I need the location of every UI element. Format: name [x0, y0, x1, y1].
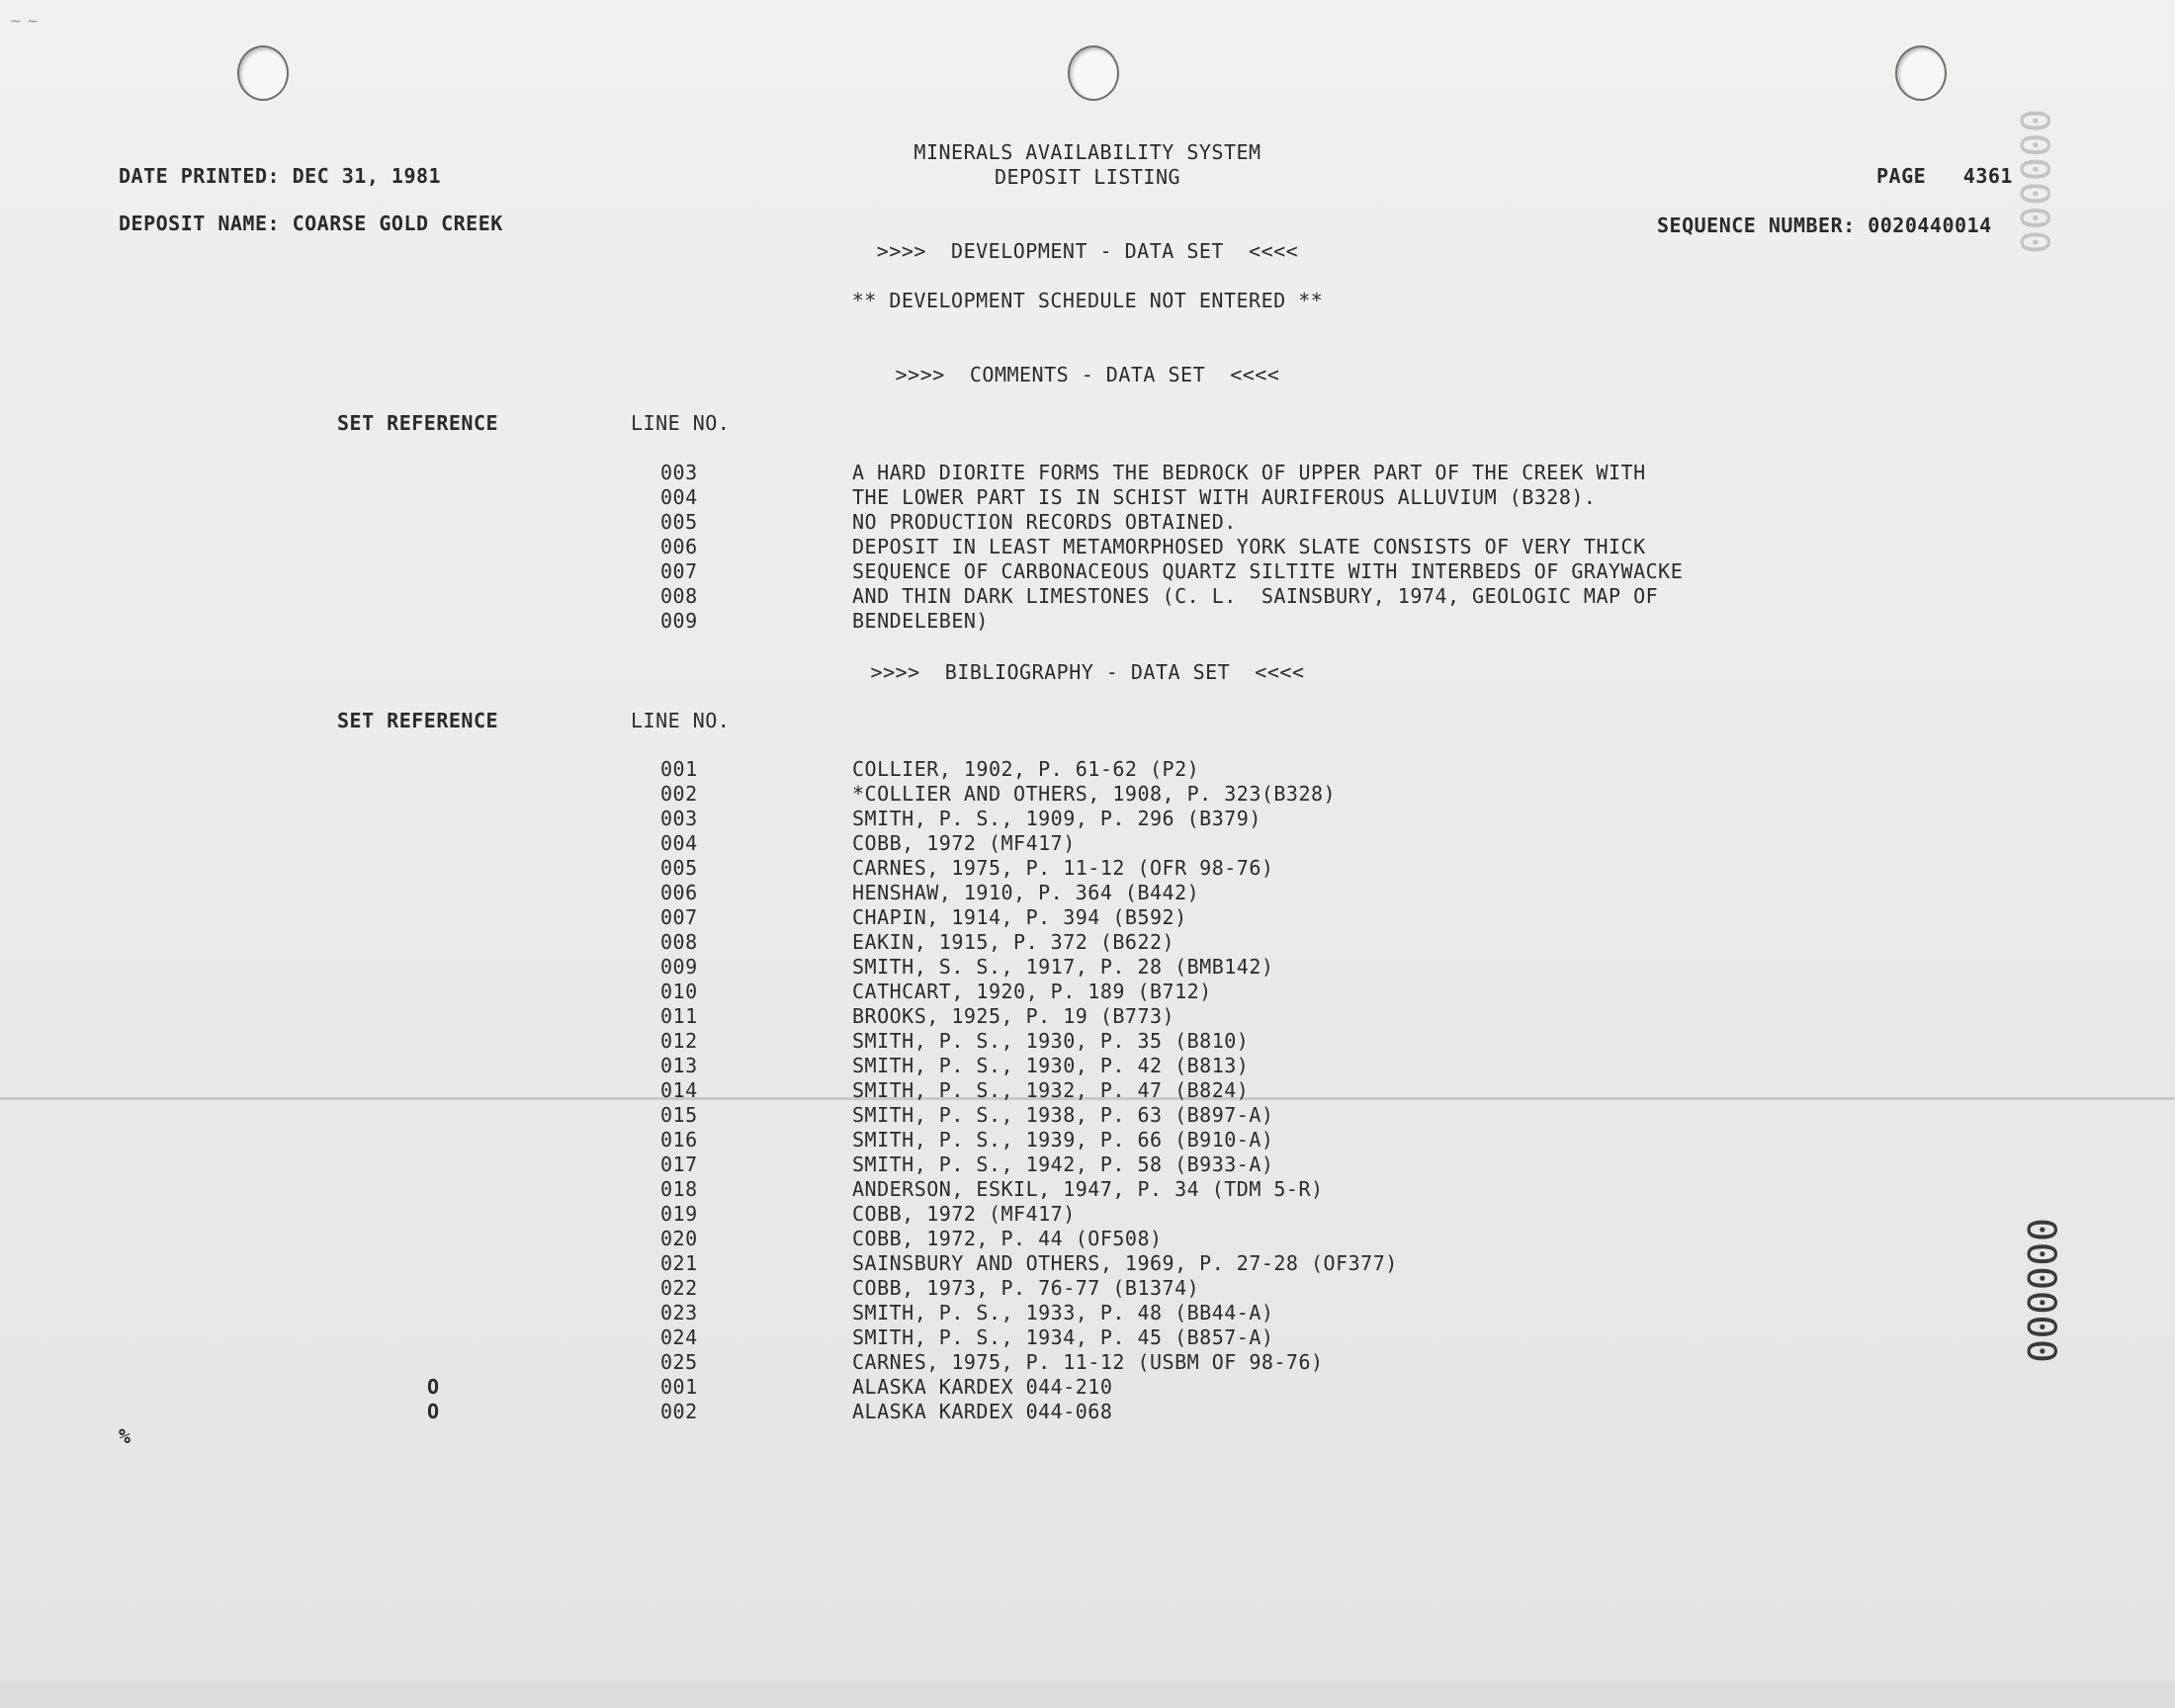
row-line-number: 010 — [660, 980, 698, 1003]
comments-section-title: >>>> COMMENTS - DATA SET <<<< — [895, 363, 1280, 386]
row-line-number: 005 — [660, 856, 698, 880]
comments-col-line-no: LINE NO. — [631, 411, 731, 435]
row-text: SEQUENCE OF CARBONACEOUS QUARTZ SILTITE WITH INTERBEDS OF GRAYWACKE — [852, 559, 1684, 583]
row-line-number: 006 — [660, 535, 698, 558]
row-text: SMITH, P. S., 1930, P. 42 (B813) — [852, 1054, 1250, 1077]
row-text: SMITH, S. S., 1917, P. 28 (BMB142) — [852, 955, 1274, 979]
table-row — [0, 559, 2175, 584]
table-row — [0, 980, 2175, 1004]
footer-percent-mark: % — [119, 1424, 131, 1448]
row-line-number: 004 — [660, 831, 698, 855]
bibliography-col-set-reference: SET REFERENCE — [337, 709, 499, 732]
deposit-name: DEPOSIT NAME: COARSE GOLD CREEK — [119, 212, 503, 235]
row-text: NO PRODUCTION RECORDS OBTAINED. — [852, 510, 1237, 534]
listing-title: DEPOSIT LISTING — [994, 165, 1181, 189]
table-row — [0, 881, 2175, 905]
table-row — [0, 782, 2175, 807]
row-text: SMITH, P. S., 1934, P. 45 (B857-A) — [852, 1325, 1274, 1349]
row-line-number: 003 — [660, 807, 698, 830]
row-text: COLLIER, 1902, P. 61-62 (P2) — [852, 757, 1200, 781]
row-text: SMITH, P. S., 1939, P. 66 (B910-A) — [852, 1128, 1274, 1152]
table-row — [0, 856, 2175, 881]
row-line-number: 024 — [660, 1325, 698, 1349]
table-row — [0, 1375, 2175, 1400]
row-line-number: 023 — [660, 1301, 698, 1324]
bibliography-section-title: >>>> BIBLIOGRAPHY - DATA SET <<<< — [870, 660, 1305, 684]
table-row — [0, 930, 2175, 955]
row-line-number: 009 — [660, 609, 698, 633]
table-row — [0, 1153, 2175, 1177]
table-row — [0, 1004, 2175, 1029]
row-line-number: 012 — [660, 1029, 698, 1053]
table-row — [0, 485, 2175, 510]
table-row — [0, 1251, 2175, 1276]
row-text: COBB, 1972 (MF417) — [852, 831, 1076, 855]
table-row — [0, 609, 2175, 634]
row-line-number: 001 — [660, 1375, 698, 1399]
margin-stamp-faint: 000000 — [2011, 109, 2056, 255]
row-line-number: 016 — [660, 1128, 698, 1152]
table-row — [0, 1202, 2175, 1227]
row-text: SMITH, P. S., 1938, P. 63 (B897-A) — [852, 1103, 1274, 1127]
row-text: A HARD DIORITE FORMS THE BEDROCK OF UPPER PART OF THE CREEK WITH — [852, 461, 1646, 484]
table-row — [0, 807, 2175, 831]
row-text: ALASKA KARDEX 044-068 — [852, 1400, 1113, 1423]
row-text: EAKIN, 1915, P. 372 (B622) — [852, 930, 1175, 954]
development-section-title: >>>> DEVELOPMENT - DATA SET <<<< — [876, 239, 1299, 263]
row-line-number: 011 — [660, 1004, 698, 1028]
table-row — [0, 1325, 2175, 1350]
table-row — [0, 831, 2175, 856]
table-row — [0, 1400, 2175, 1424]
row-text: ALASKA KARDEX 044-210 — [852, 1375, 1113, 1399]
row-text: CATHCART, 1920, P. 189 (B712) — [852, 980, 1212, 1003]
table-row — [0, 955, 2175, 980]
row-set-reference: O — [427, 1375, 440, 1399]
system-title: MINERALS AVAILABILITY SYSTEM — [914, 140, 1262, 164]
row-text: SMITH, P. S., 1932, P. 47 (B824) — [852, 1078, 1250, 1102]
development-note: ** DEVELOPMENT SCHEDULE NOT ENTERED ** — [851, 289, 1324, 312]
row-line-number: 004 — [660, 485, 698, 509]
row-text: COBB, 1972, P. 44 (OF508) — [852, 1227, 1163, 1250]
row-text: COBB, 1972 (MF417) — [852, 1202, 1076, 1226]
table-row — [0, 1301, 2175, 1325]
row-line-number: 006 — [660, 881, 698, 904]
table-row — [0, 1029, 2175, 1054]
corner-scribble: ~ ~ — [10, 14, 40, 30]
row-text: SMITH, P. S., 1942, P. 58 (B933-A) — [852, 1153, 1274, 1176]
row-line-number: 002 — [660, 782, 698, 806]
table-row — [0, 905, 2175, 930]
row-line-number: 008 — [660, 930, 698, 954]
table-row — [0, 757, 2175, 782]
row-line-number: 021 — [660, 1251, 698, 1275]
bibliography-col-line-no: LINE NO. — [631, 709, 731, 732]
comments-col-set-reference: SET REFERENCE — [337, 411, 499, 435]
row-line-number: 007 — [660, 559, 698, 583]
table-row — [0, 1227, 2175, 1251]
row-set-reference: O — [427, 1400, 440, 1423]
table-row — [0, 584, 2175, 609]
table-row — [0, 461, 2175, 485]
row-line-number: 019 — [660, 1202, 698, 1226]
row-text: SMITH, P. S., 1930, P. 35 (B810) — [852, 1029, 1250, 1053]
row-line-number: 015 — [660, 1103, 698, 1127]
row-line-number: 018 — [660, 1177, 698, 1201]
row-line-number: 008 — [660, 584, 698, 608]
row-text: DEPOSIT IN LEAST METAMORPHOSED YORK SLATE CONSISTS OF VERY THICK — [852, 535, 1646, 558]
sequence-number: SEQUENCE NUMBER: 0020440014 — [1657, 214, 1992, 237]
binder-hole-left — [237, 45, 289, 101]
row-text: SMITH, P. S., 1909, P. 296 (B379) — [852, 807, 1262, 830]
row-line-number: 003 — [660, 461, 698, 484]
binder-hole-center — [1068, 45, 1119, 101]
table-row — [0, 1078, 2175, 1103]
row-text: THE LOWER PART IS IN SCHIST WITH AURIFEROUS ALLUVIUM (B328). — [852, 485, 1597, 509]
row-line-number: 013 — [660, 1054, 698, 1077]
row-text: CARNES, 1975, P. 11-12 (OFR 98-76) — [852, 856, 1274, 880]
row-text: BENDELEBEN) — [852, 609, 989, 633]
row-text: ANDERSON, ESKIL, 1947, P. 34 (TDM 5-R) — [852, 1177, 1324, 1201]
row-line-number: 020 — [660, 1227, 698, 1250]
row-text: CHAPIN, 1914, P. 394 (B592) — [852, 905, 1187, 929]
margin-stamp: 000000 — [2018, 1218, 2063, 1364]
binder-hole-right — [1895, 45, 1947, 101]
table-row — [0, 1350, 2175, 1375]
row-line-number: 005 — [660, 510, 698, 534]
row-line-number: 002 — [660, 1400, 698, 1423]
row-text: *COLLIER AND OTHERS, 1908, P. 323(B328) — [852, 782, 1337, 806]
row-text: HENSHAW, 1910, P. 364 (B442) — [852, 881, 1200, 904]
table-row — [0, 535, 2175, 559]
row-text: COBB, 1973, P. 76-77 (B1374) — [852, 1276, 1200, 1300]
table-row — [0, 510, 2175, 535]
page-number: PAGE 4361 — [1876, 164, 2013, 188]
date-printed: DATE PRINTED: DEC 31, 1981 — [119, 164, 442, 188]
row-text: AND THIN DARK LIMESTONES (C. L. SAINSBURY, 1974, GEOLOGIC MAP OF — [852, 584, 1659, 608]
table-row — [0, 1103, 2175, 1128]
table-row — [0, 1177, 2175, 1202]
table-row — [0, 1276, 2175, 1301]
row-line-number: 017 — [660, 1153, 698, 1176]
row-text: BROOKS, 1925, P. 19 (B773) — [852, 1004, 1175, 1028]
table-row — [0, 1128, 2175, 1153]
row-line-number: 014 — [660, 1078, 698, 1102]
table-row — [0, 1054, 2175, 1078]
row-line-number: 009 — [660, 955, 698, 979]
row-text: SMITH, P. S., 1933, P. 48 (BB44-A) — [852, 1301, 1274, 1324]
row-line-number: 007 — [660, 905, 698, 929]
row-line-number: 025 — [660, 1350, 698, 1374]
row-line-number: 022 — [660, 1276, 698, 1300]
row-text: SAINSBURY AND OTHERS, 1969, P. 27-28 (OF377) — [852, 1251, 1398, 1275]
row-text: CARNES, 1975, P. 11-12 (USBM OF 98-76) — [852, 1350, 1324, 1374]
row-line-number: 001 — [660, 757, 698, 781]
